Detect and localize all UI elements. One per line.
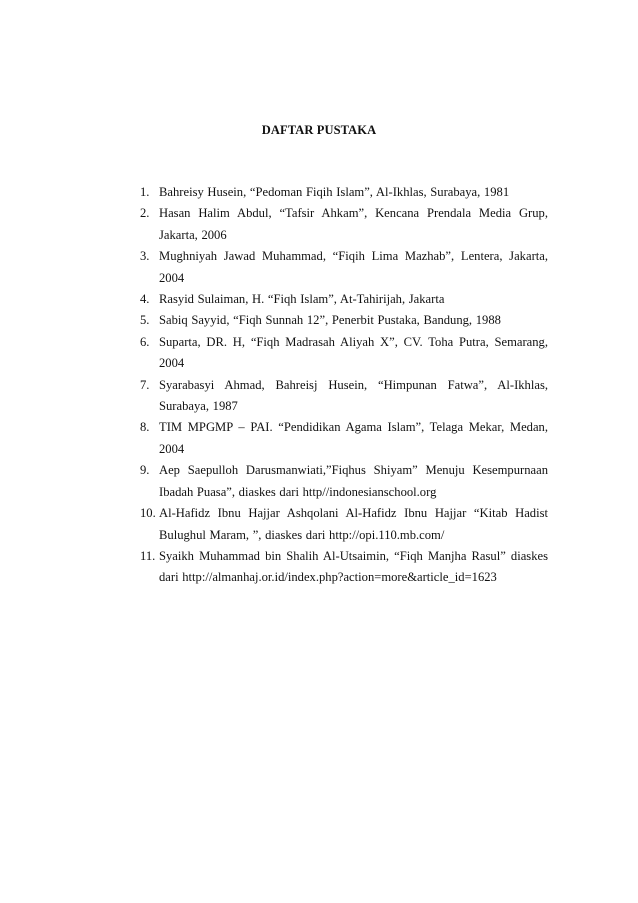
reference-list [140, 182, 548, 589]
reference-item [140, 246, 548, 289]
reference-item [140, 289, 548, 310]
reference-text: Bahreisy Husein, “Pedoman Fiqih Islam”, Al-Ikhlas, Surabaya, 1981 [159, 185, 510, 199]
reference-item [140, 460, 548, 503]
reference-text: Syarabasyi Ahmad, Bahreisj Husein, “Himpunan Fatwa”, Al-Ikhlas, Surabaya, 1987 [159, 377, 548, 414]
reference-number: 3. [140, 249, 150, 264]
reference-item [140, 203, 548, 246]
reference-number: 10. [140, 506, 156, 521]
reference-text: TIM MPGMP – PAI. “Pendidikan Agama Islam”, Telaga Mekar, Medan, 2004 [159, 420, 548, 456]
reference-item [140, 332, 548, 375]
reference-item [140, 546, 548, 589]
reference-number: 11. [140, 548, 156, 563]
reference-item [140, 417, 548, 460]
reference-text: Hasan Halim Abdul, “Tafsir Ahkam”, Kencana Prendala Media Grup, Jakarta, 2006 [159, 206, 548, 242]
reference-text: Sabiq Sayyid, “Fiqh Sunnah 12”, Penerbit Pustaka, Bandung, 1988 [159, 313, 501, 328]
reference-item [140, 182, 548, 203]
reference-number: 4. [140, 292, 150, 307]
reference-text: Suparta, DR. H, “Fiqh Madrasah Aliyah X”, CV. Toha Putra, Semarang, 2004 [159, 334, 548, 371]
reference-number: 5. [140, 313, 150, 328]
reference-number: 2. [140, 206, 150, 221]
reference-number: 7. [140, 377, 150, 392]
reference-number: 8. [140, 420, 150, 435]
reference-item [140, 310, 548, 331]
reference-text: Syaikh Muhammad bin Shalih Al-Utsaimin, “Fiqh Manjha Rasul” diaskes dari http://almanhaj.or.id/index.php?action=more&article_id=1623 [159, 548, 548, 585]
page-title: DAFTAR PUSTAKA [261, 123, 377, 137]
reference-text: Aep Saepulloh Darusmanwiati,”Fiqhus Shiyam” Menuju Kesempurnaan Ibadah Puasa”, diaskes dari http//indonesianschool.org [159, 463, 548, 499]
reference-text: Mughniyah Jawad Muhammad, “Fiqih Lima Mazhab”, Lentera, Jakarta, 2004 [159, 249, 548, 285]
reference-number: 1. [140, 185, 150, 199]
reference-text: Al-Hafidz Ibnu Hajjar Ashqolani Al-Hafidz Ibnu Hajjar “Kitab Hadist Bulughul Maram, ”, diaskes dari http://opi.110.mb.com/ [159, 506, 548, 542]
reference-item [140, 503, 548, 546]
reference-text: Rasyid Sulaiman, H. “Fiqh Islam”, At-Tahirijah, Jakarta [159, 292, 445, 307]
reference-item [140, 375, 548, 418]
reference-number: 9. [140, 463, 150, 478]
reference-number: 6. [140, 334, 150, 349]
